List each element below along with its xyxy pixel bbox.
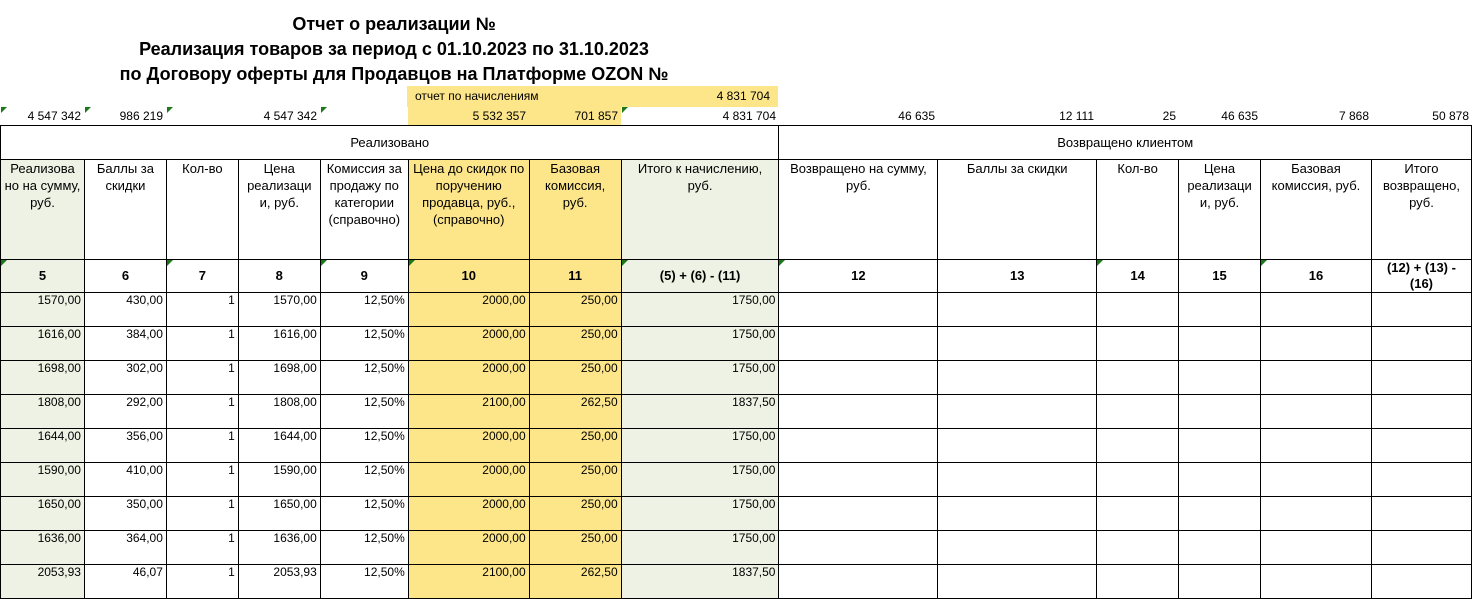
table-cell[interactable]: 350,00 [84, 497, 166, 531]
total-cell[interactable]: 50 878 [1432, 109, 1469, 123]
column-number[interactable]: 16 [1261, 260, 1372, 293]
column-number[interactable]: 6 [84, 260, 166, 293]
title-line-1: Отчет о реализации № [292, 14, 496, 34]
table-cell[interactable]: 292,00 [84, 395, 166, 429]
total-cell[interactable] [166, 107, 238, 125]
table-cell[interactable] [938, 531, 1097, 565]
column-number[interactable]: 10 [408, 260, 529, 293]
error-marker-icon [1, 107, 7, 113]
table-cell[interactable] [779, 361, 938, 395]
table-row [1, 429, 1472, 463]
table-cell[interactable]: 250,00 [529, 361, 621, 395]
table-cell[interactable]: 1650,00 [238, 497, 320, 531]
error-marker-icon [167, 260, 173, 266]
table-cell[interactable] [1097, 361, 1179, 395]
error-marker-icon [1261, 260, 1267, 266]
table-row [1, 293, 1472, 327]
table-cell[interactable]: 410,00 [84, 463, 166, 497]
table-cell[interactable]: 1650,00 [1, 497, 85, 531]
table-cell[interactable]: 2000,00 [408, 327, 529, 361]
table-cell[interactable] [1179, 395, 1261, 429]
total-cell[interactable] [320, 107, 408, 125]
total-cell[interactable]: 986 219 [84, 107, 166, 125]
error-marker-icon [1097, 260, 1103, 266]
error-marker-icon [779, 260, 785, 266]
table-cell[interactable] [1261, 565, 1372, 599]
table-cell[interactable] [1179, 497, 1261, 531]
table-cell[interactable] [779, 293, 938, 327]
table-cell[interactable]: 250,00 [529, 531, 621, 565]
table-cell[interactable]: 2053,93 [1, 565, 85, 599]
table-cell[interactable] [1261, 361, 1372, 395]
table-cell[interactable]: 1750,00 [621, 531, 779, 565]
table-cell[interactable]: 302,00 [84, 361, 166, 395]
table-cell[interactable] [1261, 327, 1372, 361]
total-cell[interactable]: 46 635 [898, 109, 935, 123]
table-cell[interactable]: 1 [166, 327, 238, 361]
table-row [1, 395, 1472, 429]
table-cell[interactable]: 1590,00 [238, 463, 320, 497]
table-cell[interactable]: 1636,00 [238, 531, 320, 565]
table-cell[interactable]: 12,50% [320, 565, 408, 599]
table-cell[interactable]: 250,00 [529, 497, 621, 531]
column-header[interactable]: Реализова но на сумму, руб. [1, 160, 85, 260]
table-cell[interactable]: 1 [166, 531, 238, 565]
table-cell[interactable]: 12,50% [320, 497, 408, 531]
table-cell[interactable] [1371, 327, 1471, 361]
table-cell[interactable] [779, 395, 938, 429]
table-cell[interactable]: 1 [166, 463, 238, 497]
table-cell[interactable] [1371, 531, 1471, 565]
table-row [1, 497, 1472, 531]
table-cell[interactable]: 250,00 [529, 463, 621, 497]
total-cell[interactable]: 12 111 [1059, 109, 1094, 123]
table-cell[interactable] [779, 497, 938, 531]
table-cell[interactable] [938, 497, 1097, 531]
table-cell[interactable]: 364,00 [84, 531, 166, 565]
table-cell[interactable]: 2000,00 [408, 531, 529, 565]
table-cell[interactable]: 1750,00 [621, 497, 779, 531]
table-cell[interactable]: 1 [166, 497, 238, 531]
total-cell[interactable]: 46 635 [1221, 109, 1258, 123]
table-cell[interactable]: 1 [166, 361, 238, 395]
table-cell[interactable] [1179, 429, 1261, 463]
table-cell[interactable]: 250,00 [529, 429, 621, 463]
table-cell[interactable] [1179, 565, 1261, 599]
title-line-2: Реализация товаров за период с 01.10.2023 по 31.10.2023 [139, 39, 649, 59]
table-cell[interactable] [1371, 361, 1471, 395]
table-cell[interactable] [938, 361, 1097, 395]
error-marker-icon [622, 260, 628, 266]
error-marker-icon [321, 260, 327, 266]
column-header[interactable]: Баллы за скидки [938, 160, 1097, 260]
column-number[interactable]: 14 [1097, 260, 1179, 293]
error-marker-icon [409, 260, 415, 266]
table-cell[interactable]: 1570,00 [1, 293, 85, 327]
table-cell[interactable] [1179, 293, 1261, 327]
table-cell[interactable]: 1 [166, 293, 238, 327]
column-header[interactable]: Итого возвращено, руб. [1371, 160, 1471, 260]
table-cell[interactable] [1097, 463, 1179, 497]
table-cell[interactable] [938, 565, 1097, 599]
column-header[interactable]: Цена реализаци и, руб. [238, 160, 320, 260]
column-number[interactable]: 7 [166, 260, 238, 293]
column-header[interactable]: Базовая комиссия, руб. [529, 160, 621, 260]
error-marker-icon [622, 107, 628, 113]
title-line-3: по Договору оферты для Продавцов на Платформе OZON № [119, 64, 669, 84]
error-marker-icon [1, 260, 7, 266]
table-cell[interactable] [1097, 327, 1179, 361]
table-cell[interactable] [1371, 565, 1471, 599]
table-cell[interactable] [1371, 395, 1471, 429]
table-cell[interactable]: 12,50% [320, 361, 408, 395]
total-cell[interactable]: 5 532 357 [408, 107, 529, 125]
table-cell[interactable]: 430,00 [84, 293, 166, 327]
table-cell[interactable] [938, 327, 1097, 361]
table-cell[interactable] [938, 395, 1097, 429]
table-cell[interactable]: 12,50% [320, 395, 408, 429]
table-cell[interactable]: 1837,50 [621, 395, 779, 429]
table-row [1, 463, 1472, 497]
column-header[interactable]: Базовая комиссия, руб. [1261, 160, 1372, 260]
table-cell[interactable] [779, 429, 938, 463]
group-sold[interactable]: Реализовано [1, 126, 779, 160]
table-row [1, 565, 1472, 599]
table-cell[interactable] [779, 327, 938, 361]
table-cell[interactable] [938, 293, 1097, 327]
table-cell[interactable]: 1750,00 [621, 361, 779, 395]
column-number[interactable]: 13 [938, 260, 1097, 293]
column-number[interactable]: 8 [238, 260, 320, 293]
table-cell[interactable]: 262,50 [529, 395, 621, 429]
total-cell[interactable]: 25 [1162, 109, 1176, 123]
column-number[interactable]: (12) + (13) - (16) [1371, 260, 1471, 293]
table-cell[interactable] [938, 463, 1097, 497]
total-cell[interactable]: 701 857 [529, 107, 621, 125]
table-cell[interactable] [1261, 531, 1372, 565]
error-marker-icon [85, 107, 91, 113]
table-cell[interactable]: 1 [166, 429, 238, 463]
table-cell[interactable] [1097, 395, 1179, 429]
table-cell[interactable] [938, 429, 1097, 463]
table-cell[interactable]: 12,50% [320, 463, 408, 497]
column-number[interactable]: 12 [779, 260, 938, 293]
accrual-label: отчет по начислениям [415, 89, 539, 103]
table-cell[interactable]: 1808,00 [1, 395, 85, 429]
table-cell[interactable] [1179, 463, 1261, 497]
column-header[interactable]: Итого к начислению, руб. [621, 160, 779, 260]
table-cell[interactable] [1097, 293, 1179, 327]
column-header[interactable]: Кол-во [1097, 160, 1179, 260]
table-cell[interactable]: 1 [166, 565, 238, 599]
total-cell[interactable]: 4 831 704 [621, 107, 779, 125]
table-cell[interactable] [779, 531, 938, 565]
table-cell[interactable] [1261, 395, 1372, 429]
table-cell[interactable] [1179, 361, 1261, 395]
table-cell[interactable] [1097, 531, 1179, 565]
table-cell[interactable] [1179, 531, 1261, 565]
column-number[interactable]: 9 [320, 260, 408, 293]
table-cell[interactable]: 46,07 [84, 565, 166, 599]
table-cell[interactable] [1097, 497, 1179, 531]
table-row [1, 361, 1472, 395]
table-cell[interactable]: 12,50% [320, 293, 408, 327]
column-number[interactable]: (5) + (6) - (11) [621, 260, 779, 293]
table-cell[interactable]: 1616,00 [238, 327, 320, 361]
column-header[interactable]: Комиссия за продажу по категории (справочно) [320, 160, 408, 260]
table-cell[interactable]: 1570,00 [238, 293, 320, 327]
table-cell[interactable] [1179, 327, 1261, 361]
report-title [0, 12, 788, 87]
table-cell[interactable]: 1 [166, 395, 238, 429]
table-cell[interactable]: 2000,00 [408, 429, 529, 463]
group-returned[interactable]: Возвращено клиентом [779, 126, 1472, 160]
table-cell[interactable] [1097, 565, 1179, 599]
table-cell[interactable]: 1644,00 [238, 429, 320, 463]
table-cell[interactable]: 384,00 [84, 327, 166, 361]
error-marker-icon [321, 107, 327, 113]
table-cell[interactable]: 1750,00 [621, 429, 779, 463]
table-cell[interactable] [1371, 463, 1471, 497]
table-cell[interactable] [1097, 429, 1179, 463]
table-cell[interactable] [1261, 463, 1372, 497]
column-header[interactable]: Кол-во [166, 160, 238, 260]
table-cell[interactable] [1261, 497, 1372, 531]
total-cell[interactable]: 4 547 342 [263, 109, 317, 123]
table-cell[interactable] [1261, 293, 1372, 327]
total-cell[interactable]: 7 868 [1338, 109, 1369, 123]
table-cell[interactable]: 1636,00 [1, 531, 85, 565]
column-header[interactable]: Цена реализаци и, руб. [1179, 160, 1261, 260]
report-table [0, 125, 1472, 599]
table-cell[interactable]: 1698,00 [1, 361, 85, 395]
table-cell[interactable]: 250,00 [529, 293, 621, 327]
column-header[interactable]: Баллы за скидки [84, 160, 166, 260]
table-cell[interactable]: 1750,00 [621, 463, 779, 497]
column-number[interactable]: 15 [1179, 260, 1261, 293]
table-cell[interactable] [1371, 429, 1471, 463]
table-cell[interactable]: 2100,00 [408, 565, 529, 599]
table-cell[interactable]: 1698,00 [238, 361, 320, 395]
table-cell[interactable]: 1750,00 [621, 327, 779, 361]
table-cell[interactable]: 356,00 [84, 429, 166, 463]
total-cell[interactable]: 4 547 342 [0, 107, 84, 125]
table-cell[interactable]: 2053,93 [238, 565, 320, 599]
table-cell[interactable]: 2000,00 [408, 361, 529, 395]
accrual-value: 4 831 704 [716, 89, 770, 103]
column-number[interactable]: 11 [529, 260, 621, 293]
table-cell[interactable]: 1837,50 [621, 565, 779, 599]
table-cell[interactable]: 262,50 [529, 565, 621, 599]
table-row [1, 327, 1472, 361]
table-cell[interactable] [1371, 497, 1471, 531]
table-cell[interactable]: 2000,00 [408, 463, 529, 497]
table-cell[interactable]: 1590,00 [1, 463, 85, 497]
table-cell[interactable]: 1808,00 [238, 395, 320, 429]
error-marker-icon [167, 107, 173, 113]
table-cell[interactable]: 2100,00 [408, 395, 529, 429]
table-row [1, 531, 1472, 565]
totals-row [0, 107, 1472, 125]
table-cell[interactable]: 12,50% [320, 429, 408, 463]
column-header[interactable]: Цена до скидок по поручению продавца, руб., (справочно) [408, 160, 529, 260]
table-cell[interactable] [779, 565, 938, 599]
table-cell[interactable]: 2000,00 [408, 497, 529, 531]
accrual-summary[interactable] [407, 86, 778, 107]
table-cell[interactable]: 250,00 [529, 327, 621, 361]
table-cell[interactable] [1371, 293, 1471, 327]
table-cell[interactable] [779, 463, 938, 497]
table-cell[interactable]: 1644,00 [1, 429, 85, 463]
column-number[interactable]: 5 [1, 260, 85, 293]
table-cell[interactable]: 12,50% [320, 531, 408, 565]
table-cell[interactable]: 12,50% [320, 327, 408, 361]
table-cell[interactable]: 1750,00 [621, 293, 779, 327]
table-cell[interactable]: 1616,00 [1, 327, 85, 361]
table-cell[interactable] [1261, 429, 1372, 463]
column-header[interactable]: Возвращено на сумму, руб. [779, 160, 938, 260]
table-cell[interactable]: 2000,00 [408, 293, 529, 327]
